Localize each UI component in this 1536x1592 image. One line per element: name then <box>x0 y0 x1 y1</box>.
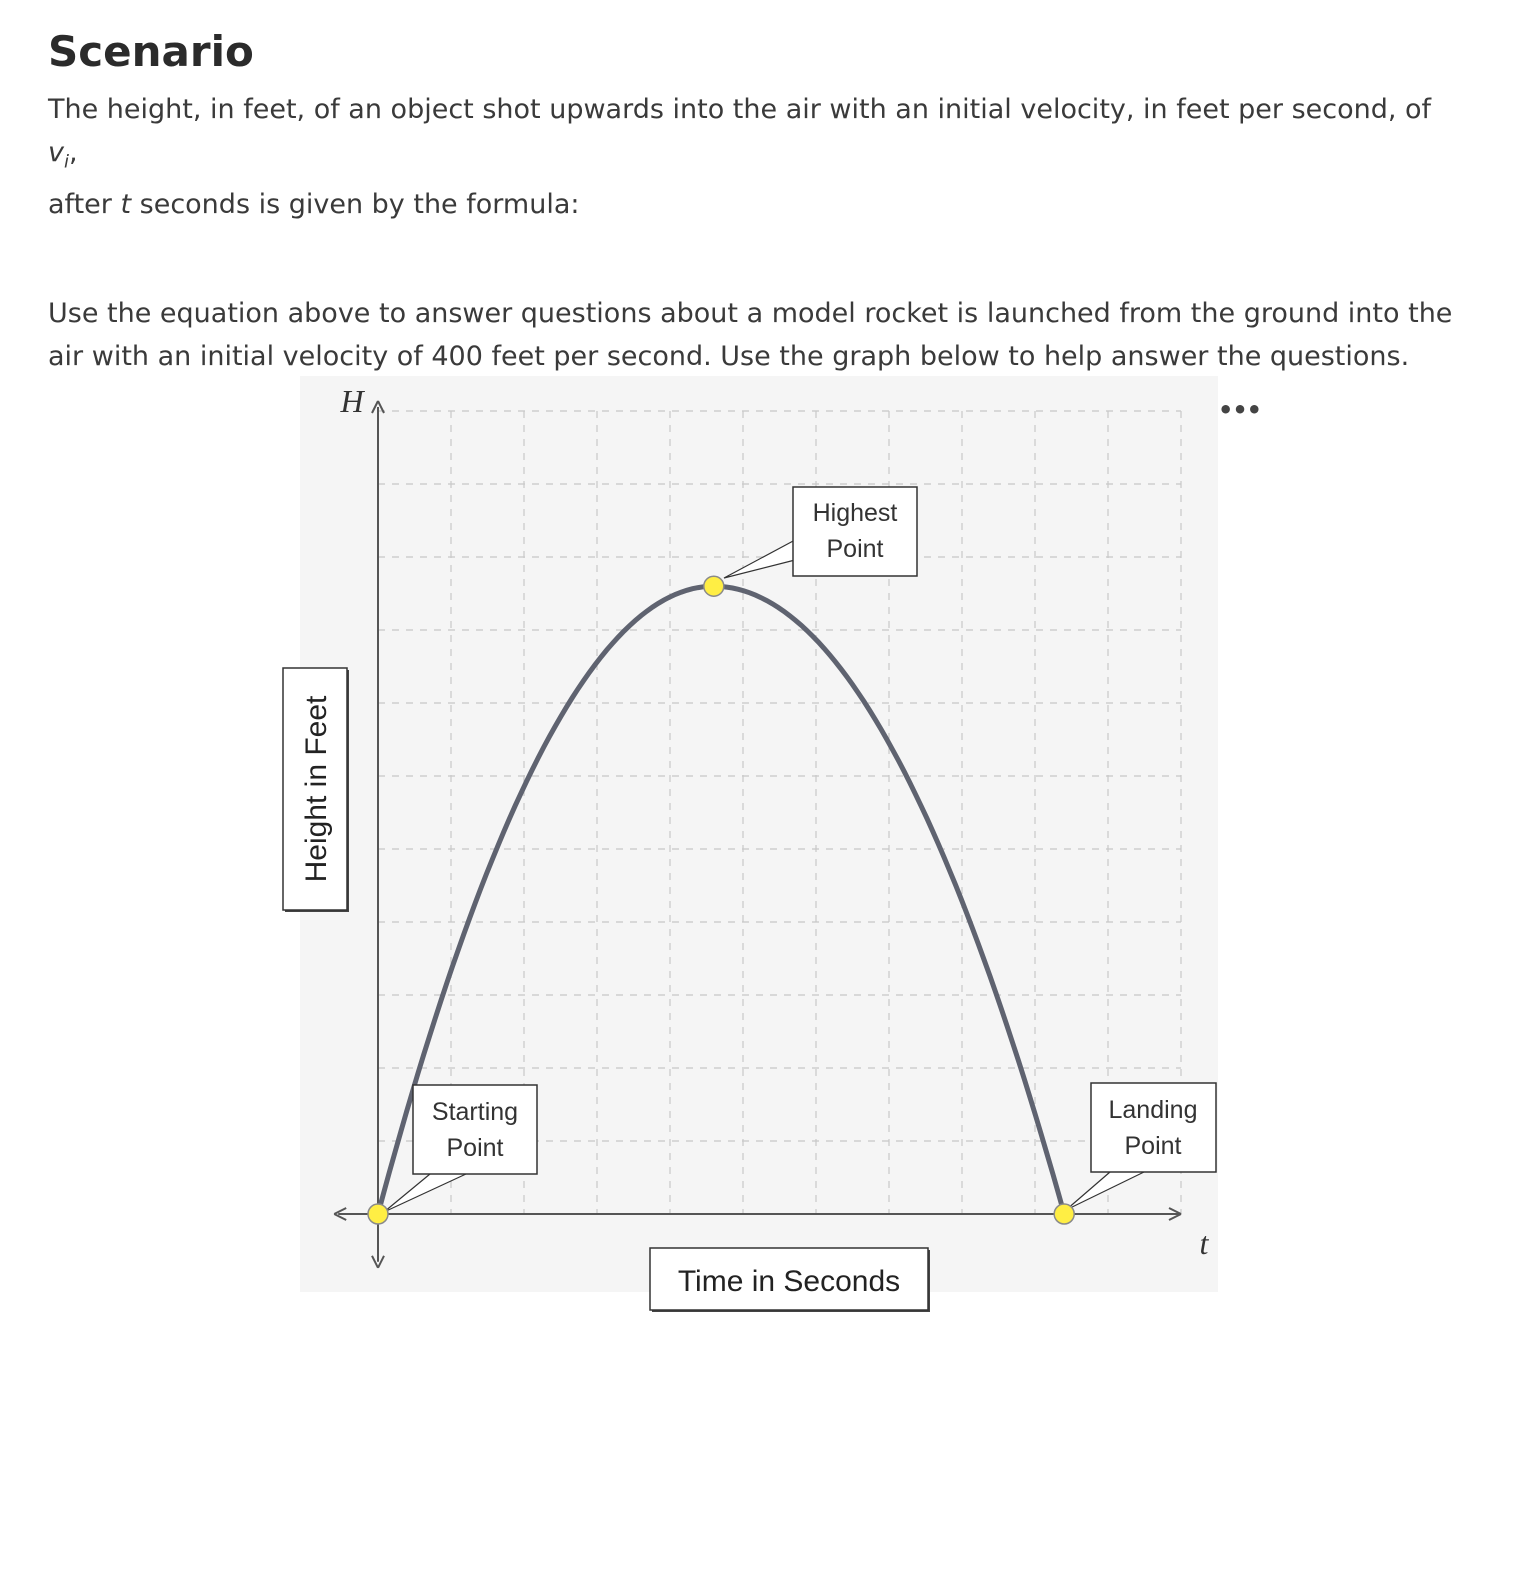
starting-point-marker <box>368 1204 388 1224</box>
x-axis-label: Time in Seconds <box>677 1265 901 1298</box>
page-title: Scenario <box>48 27 254 76</box>
starting-point-label-line2: Point <box>446 1134 504 1162</box>
landing-point-label-line2: Point <box>1124 1132 1182 1160</box>
intro-text-4: seconds is given by the formula: <box>131 189 580 221</box>
time-variable: t <box>120 189 132 221</box>
velocity-variable: v <box>48 137 64 168</box>
highest-point-label-line1: Highest <box>812 499 898 527</box>
more-options-button[interactable]: ••• <box>1218 396 1262 424</box>
highest-point-marker <box>704 576 724 596</box>
landing-point-label-line1: Landing <box>1108 1096 1198 1124</box>
y-axis-label: Height in Feet <box>300 695 333 883</box>
instructions-paragraph: Use the equation above to answer questions about a model rocket is launched from the ground into the air with an initial velocity of 400 feet per second. Use the graph below to help answer the questions. <box>48 298 1453 373</box>
highest-point-label-line2: Point <box>826 535 884 563</box>
intro-text-3: after <box>48 189 121 221</box>
x-axis-variable: t <box>1199 1225 1209 1261</box>
intro-text-1: The height, in feet, of an object shot upwards into the air with an initial velocity, in feet per second, of <box>48 94 1432 125</box>
landing-point-marker <box>1054 1204 1074 1224</box>
y-axis-variable: H <box>340 383 364 419</box>
starting-point-label-line1: Starting <box>431 1098 519 1126</box>
intro-text-2: , <box>69 137 78 168</box>
velocity-subscript: i <box>63 151 69 173</box>
